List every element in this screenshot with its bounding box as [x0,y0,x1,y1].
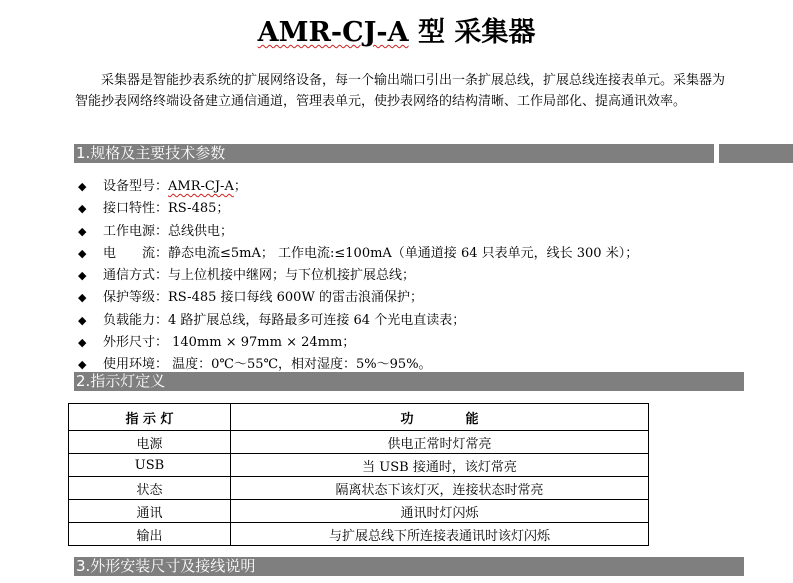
list-item [78,310,638,332]
table-row [69,500,649,523]
diamond-bullet-icon: ◆ [78,336,87,350]
spec-text: 外形尺寸： 140mm × 97mm × 24mm； [103,335,356,351]
diamond-bullet-icon: ◆ [78,180,87,193]
spec-text: 负载能力：4 路扩展总线，每路最多可连接 64 个光电直读表； [103,312,466,328]
spec-model-tail: ； [233,179,247,194]
spec-text: 通信方式：与上位机接中继网；与下位机接扩展总线； [103,268,416,284]
diamond-bullet-icon: ◆ [78,269,87,283]
spec-model-label: 设备型号： [103,179,169,194]
spec-model-value: AMR-CJ-A [168,179,234,194]
spec-text: 电 流：静态电流≤5mA； 工作电流:≤100mA（单通道接 64 只表单元，线长 300 米）； [103,245,639,261]
list-item [78,198,638,220]
title-suffix: 型 采集器 [408,17,536,48]
diamond-bullet-icon: ◆ [78,313,87,327]
indicator-name: USB [69,454,231,477]
indicator-function: 隔离状态下该灯灭，连接状态时常亮 [231,477,649,500]
list-item [78,265,638,287]
list-item [78,221,638,243]
table-row [69,523,649,546]
section-heading-dimensions: 3.外形安装尺寸及接线说明 [74,557,744,576]
section-heading-specs: 1.规格及主要技术参数 [74,144,714,163]
table-row [69,431,649,454]
intro-paragraph: 采集器是智能抄表系统的扩展网络设备，每一个输出端口引出一条扩展总线，扩展总线连接表单元。采集器为智能抄表网络终端设备建立通信通道，管理表单元，使抄表网络的结构清晰、工作局部化、提高通讯效率。 [75,73,726,109]
indicator-name: 电源 [69,431,231,454]
section-bar-extension [719,144,793,163]
diamond-bullet-icon: ◆ [78,202,87,216]
diamond-bullet-icon: ◆ [78,246,87,260]
indicator-function: 当 USB 接通时，该灯常亮 [231,454,649,477]
indicator-name: 输出 [69,523,231,546]
spec-text: 工作电源：总线供电； [103,223,234,239]
diamond-bullet-icon: ◆ [78,358,87,372]
diamond-bullet-icon: ◆ [78,291,87,305]
list-item [78,287,638,309]
spec-text: 使用环境： 温度：0℃～55℃，相对湿度：5%～95%。 [103,357,432,373]
indicator-function: 通讯时灯闪烁 [231,500,649,523]
table-row [69,477,649,500]
column-header-indicator: 指 示 灯 [69,404,231,431]
list-item [78,243,638,265]
section-heading-indicators: 2.指示灯定义 [74,372,744,391]
spec-list [78,176,638,377]
table-row [69,454,649,477]
document-title [0,10,793,49]
indicator-name: 通讯 [69,500,231,523]
list-item [78,176,638,198]
indicator-table [68,403,649,546]
list-item [78,332,638,354]
column-header-function: 功 能 [231,404,649,431]
spec-text: 保护等级：RS-485 接口每线 600W 的雷击浪涌保护； [103,290,423,306]
title-model: AMR-CJ-A [257,17,409,48]
spec-text: 接口特性：RS-485； [103,201,230,217]
diamond-bullet-icon: ◆ [78,224,87,238]
table-header-row [69,404,649,431]
indicator-name: 状态 [69,477,231,500]
indicator-function: 与扩展总线下所连接表通讯时该灯闪烁 [231,523,649,546]
indicator-function: 供电正常时灯常亮 [231,431,649,454]
